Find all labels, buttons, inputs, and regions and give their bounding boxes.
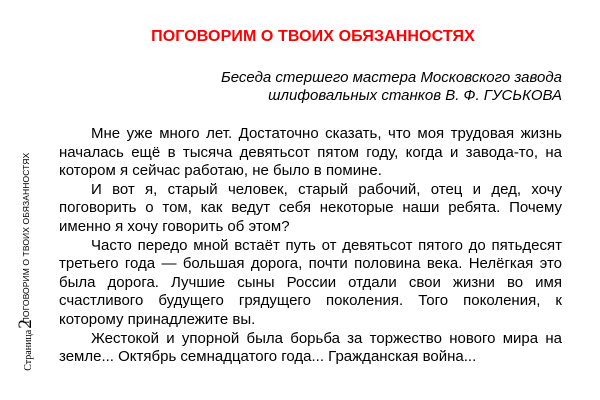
paragraph: Мне уже много лет. Достаточно сказать, что моя трудовая жизнь началась ещё в тысяча девятьсот пятом году, когда и завода-то, на котором я сейчас работаю, не было в помине. bbox=[59, 125, 562, 180]
paragraph: Жестокой и упорной была борьба за торжество нового мира на земле... Октябрь семнадцатого года... Гражданская война... bbox=[59, 329, 562, 366]
running-header: ПОГОВОРИМ О ТВОИХ ОБЯЗАННОСТЯХ bbox=[21, 152, 31, 324]
subtitle-line: шлифовальных станков В. Ф. ГУСЬКОВА bbox=[268, 87, 562, 104]
paragraph: Часто передо мной встаёт путь от девятьсот пятого до пятьдесят третьего года — большая дорога, почти половина века. Нелёгкая это была дорога. Лучшие сыны России отдали свои жизни во имя счастливого будущего грядущего поколения. Того поколения, к которому принадлежите вы. bbox=[59, 236, 562, 328]
page-number-label bbox=[15, 319, 37, 370]
page-number: 2 bbox=[15, 319, 36, 329]
paragraph: И вот я, старый человек, старый рабочий, отец и дед, хочу поговорить о том, как ведут себя некоторые наши ребята. Почему именно я хочу говорить об этом? bbox=[59, 180, 562, 235]
article-title: ПОГОВОРИМ О ТВОИХ ОБЯЗАННОСТЯХ bbox=[151, 28, 475, 45]
article-body bbox=[59, 125, 562, 367]
subtitle-line: Беседа стершего мастера Московского завода bbox=[221, 69, 562, 86]
article-subtitle bbox=[122, 69, 562, 105]
page-word: Страница bbox=[23, 329, 34, 371]
